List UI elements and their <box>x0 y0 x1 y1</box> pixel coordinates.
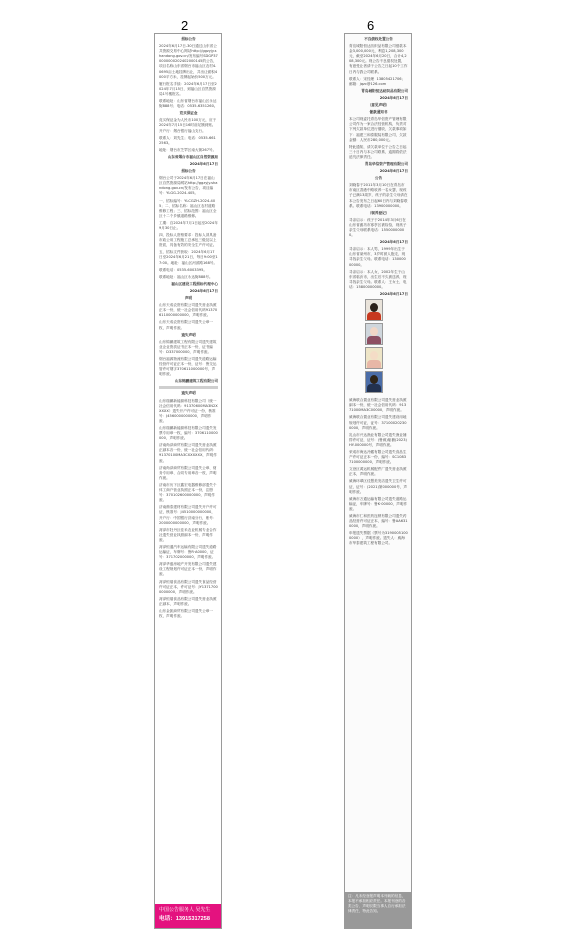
notice-paragraph: 五、招标文件获取：2024年6月17日至2024年6月21日，每日9:00至17:00。地址：福山区河滨路168号。 <box>159 250 218 265</box>
notice-paragraph: 联系人：宋经理 13805421706；邮箱：jqzc@126.com <box>349 76 406 86</box>
notice-paragraph: 菏泽恒通汽车运输有限公司遗失道路运输证，车牌号：鲁R·A0000，证号：371702000000，声明作废。 <box>159 544 217 560</box>
notice-paragraph: 文登区鸿运机械配件厂遗失营业执照正本，声明作废。 <box>349 467 407 477</box>
notice-paragraph: 山东天成农资有限公司遗失公章一枚，声明作废。 <box>159 320 213 330</box>
notice-paragraph: 威海市万通运输有限公司遗失道路运输证，车牌号：鲁K·00000，声明作废。 <box>349 496 408 511</box>
notice-paragraph: 联系电话：0535-6003395。 <box>159 267 208 272</box>
portrait-photo <box>365 347 383 369</box>
notice-paragraph: 山东瑞鹏新能源科技有限公司遗失发票专用章一枚，编号：3706110000000，声明作废。 <box>159 426 218 441</box>
disclaimer-text: 注：凡未经登报声明本刊载的信息，本报不承担相应责任。本报刊登的各类公告、声明仅限当事人自行承担法律责任，特此告知。 <box>348 894 406 914</box>
notice-column-left <box>155 34 221 619</box>
notice-paragraph: 联系人：刘先生；电话：0535-6612563。 <box>159 135 216 145</box>
notice-paragraph: 菏泽华盛房地产开发有限公司遗失建设工程规划许可证正本一份，声明作废。 <box>159 562 217 577</box>
notice-heading: 遗失声明 <box>181 391 196 396</box>
notice-signature: 2024年6月17日 <box>379 95 408 100</box>
notice-signature: 2024年6月17日 <box>189 161 218 166</box>
notice-paragraph: 一、招标编号：YLCGZH-2024-405；二、招标名称：福山区农村道路维修工程；三、招标范围：福山区全区十二个乡镇道路维修。 <box>159 198 217 218</box>
notice-paragraph: 本公司现委托青岛华信资产管理有限公司作为一家合法经营机构，负责对下列欠款单位进行催收，欠款事项如下：福建三和泰服装有限公司，欠款金额：人民币280,000元。 <box>349 117 407 142</box>
notice-heading: 催款通知书 <box>369 110 388 115</box>
notice-paragraph: 威海联合置业有限公司遗失营业执照副本一份，统一社会信用代码：91371000MA3C00000，声明作废。 <box>349 398 407 413</box>
notice-paragraph: 济南鼎泰建材有限公司遗失开户许可证，核准号：J4510000000000，开户行：中国银行济南分行，账号：2000000000000，声明作废。 <box>159 505 217 525</box>
notice-paragraph: 济南市历下区鑫宏电器维修部遗失个体工商户营业执照正本一份，注册号：370102600000000，声明作废。 <box>159 482 217 503</box>
notice-signature: 2024年6月17日 <box>379 240 408 245</box>
notice-paragraph: 联系地址：山东省烟台市福山区永达街888号；电话：0535-6351260。 <box>159 99 218 109</box>
portrait-photo <box>365 299 383 321</box>
notice-paragraph: 山东金凯商贸有限公司遗失公章一枚，声明作废。 <box>159 609 213 619</box>
notice-paragraph: 寻亲启示：孩子于2014年3月6日在山东省潍坊市寒亭区被捡拾，现孩子亲生父母联系电话：15500000000。 <box>349 217 407 238</box>
ad-contact-person: 中国公告服务人 吴先生 <box>159 907 211 913</box>
notice-paragraph: 烟台公司于2024年6月17日在福山区自然资源局网站http://ggzyjy.shandong.gov.cn/发布公告，项目编号：YLGG-2024-405。 <box>159 176 218 196</box>
notice-paragraph: 威海环翠区佳慧美发店遗失卫生许可证，证号：(2021)第000000号，声明作废。 <box>349 479 408 494</box>
notice-paragraph: 菏泽恒瑞食品有限公司遗失食品经营许可证正本，许可证号：JY13717000000000，声明作废。 <box>159 579 218 594</box>
notice-paragraph: 联系地址：福山区永达街888号。 <box>159 274 213 279</box>
notice-signature: 2024年6月17日 <box>189 288 218 293</box>
notice-signature: 2024年6月17日 <box>379 292 408 297</box>
notice-heading: 公告 <box>374 176 383 181</box>
notice-paragraph: 济南尚泽商贸有限公司遗失公章、财务专用章、合同专用章各一枚，声明作废。 <box>159 465 217 480</box>
notice-paragraph: 2024年6月17日-30日通过山东省公共资源交易中心网站http://ggzyjy.shandong.gov.cn/发布编号SDGP370000000202402000145的公告，项目名称山东省烟台市福山区农村4.0695亩土地挂牌出让，共出让面积4000平方米，挂牌起始价500万元。 <box>159 44 218 79</box>
notice-signature: 山东省烟台市福山区自然资源局 <box>167 154 218 159</box>
notice-heading: 竞买保证金 <box>179 111 198 116</box>
notice-paragraph: 寻亲启示：本人女，2002年生于山东省临沂市，出生后不久被送养，现寻找亲生父母。联系人：王女士，电话：15800000000。 <box>349 269 407 289</box>
notice-heading: （意见声明） <box>367 103 390 108</box>
notice-paragraph: 山东锦鹏建筑工程有限公司遗失建筑业企业资质证书正本一份，证书编号：D337000000，声明作废。 <box>159 339 217 354</box>
notice-paragraph: 竞买保证金为人民币100万元，应于2024年7月15日16时前足额到账。开户行：烟台银行福山支行。 <box>159 118 217 133</box>
notice-paragraph: 菏泽恒瑞食品有限公司遗失营业执照正副本，声明作废。 <box>159 596 217 606</box>
notice-paragraph: 烟台福源物流有限公司遗失道路运输经营许可证正本一份，证号：鲁交运管许可烟字370611000000号，声明作废。 <box>159 356 217 377</box>
notice-paragraph: 荣成市海达冷藏有限公司遗失食品生产许可证正本一份，编号：SC10837100000000，声明作废。 <box>349 449 407 465</box>
newspaper-page-right <box>344 33 412 929</box>
notice-signature: 青岛华信资产管理有限公司 <box>364 161 408 166</box>
notice-paragraph: 山东天成农资有限公司遗失营业执照正本一份，统一社会信用代码913706110000000000，声明作废。 <box>159 303 218 318</box>
notice-heading: 招标公告 <box>181 37 196 41</box>
notice-paragraph: 工期：自2024年7月1日起至2024年9月30日止。 <box>159 220 218 230</box>
notice-paragraph: 青岛城阳恒达纺织品有限公司借款本金3,000,000元，利息1,208,300元，截至2024年6月20日，合计4,208,300元。现公告不良债权处置，有意受让者请于公告之日起10个工作日内与我公司联系。 <box>349 44 408 74</box>
newspaper-page-left <box>154 33 222 929</box>
notice-paragraph: 威海联合置业有限公司遗失建设用地规划许可证，证号：371000202300000，声明作废。 <box>349 415 407 430</box>
notice-paragraph: 四、投标人资格要求：投标人须具备市政公用工程施工总承包三级及以上资质，具备有效的安全生产许可证。 <box>159 233 217 248</box>
notice-heading: 不良债权处置公告 <box>364 37 393 41</box>
disclaimer-box <box>345 892 411 928</box>
notice-paragraph: 乳山市兴达渔业有限公司遗失渔业捕捞许可证，证号：(鲁威)船捕(2023)HY-000000号，声明作废。 <box>349 432 407 447</box>
notice-heading: 声明 <box>184 296 193 301</box>
notice-paragraph: 威海市仁和医药连锁有限公司遗失药品经营许可证正本，编号：鲁AA6310000，声明作废。 <box>349 514 408 529</box>
notice-signature: 青岛城阳恒达纺织品有限公司 <box>361 88 408 93</box>
notice-paragraph: 地址：烟台市芝罘区南大街267号。 <box>159 147 217 152</box>
notice-paragraph: 刘晓春于2011年3月10日在青岛市市南区香港中路收养一名女婴，现孩子已满13周岁，孩子的亲生父母请在本公告发布之日起60日内与刘晓春联系。联系电话：13900000000。 <box>349 183 408 208</box>
advertisement-banner <box>155 904 221 928</box>
ad-phone: 电话：13915317258 <box>159 916 211 922</box>
notice-signature: 福山区建设工程招标代理中心 <box>171 281 218 286</box>
notice-heading: 遗失声明 <box>181 332 196 337</box>
notice-paragraph: 履行报名手续：2024年6月17日至2024年7月15日，到福山区自然资源局1号楼报名。 <box>159 81 217 96</box>
notice-paragraph: 济南尚泽商贸有限公司遗失营业执照正副本各一份，统一社会信用代码：91370100MA3CXXXXXX，声明作废。 <box>159 443 217 463</box>
notice-signature: 2024年6月17日 <box>379 169 408 174</box>
page-number-right: 6 <box>367 18 375 33</box>
page-number-left: 2 <box>181 18 189 33</box>
notice-paragraph: 特此通知，请欠款单位于公告之日起三十日内与本公司联系，逾期将依法追究法律责任。 <box>349 144 407 159</box>
notice-paragraph: 寻亲启示：本人男，1999年出生于山东省莱州市，3岁时被人抱走，现寻找亲生父母。联系电话：13000000000。 <box>349 247 406 267</box>
notice-heading: 招标公告 <box>181 169 196 174</box>
portrait-photo <box>365 323 383 345</box>
notice-signature: 山东锦鹏建筑工程有限公司 <box>174 379 218 384</box>
separator-bar <box>159 386 218 389</box>
notice-paragraph: 山东瑞鹏新能源科技有限公司（统一社会信用代码：91370600MA3N2XXXXX）遗失开户许可证一份，核准号：J4560000000000，声明作废。 <box>159 398 218 423</box>
notice-column-right-top <box>345 34 411 297</box>
notice-paragraph: 菏泽市牡丹区佳禾农业机械专业合作社遗失营业执照副本一份，声明作废。 <box>159 527 217 542</box>
notice-column-right-bottom <box>345 395 411 546</box>
notice-heading: （领养登记） <box>367 210 390 215</box>
portrait-photo <box>365 371 383 393</box>
notice-paragraph: 申报遗失票据（票号为31900051000000），声明作废。遗失人：威海市华泰建筑工程有限公司。 <box>349 531 408 546</box>
